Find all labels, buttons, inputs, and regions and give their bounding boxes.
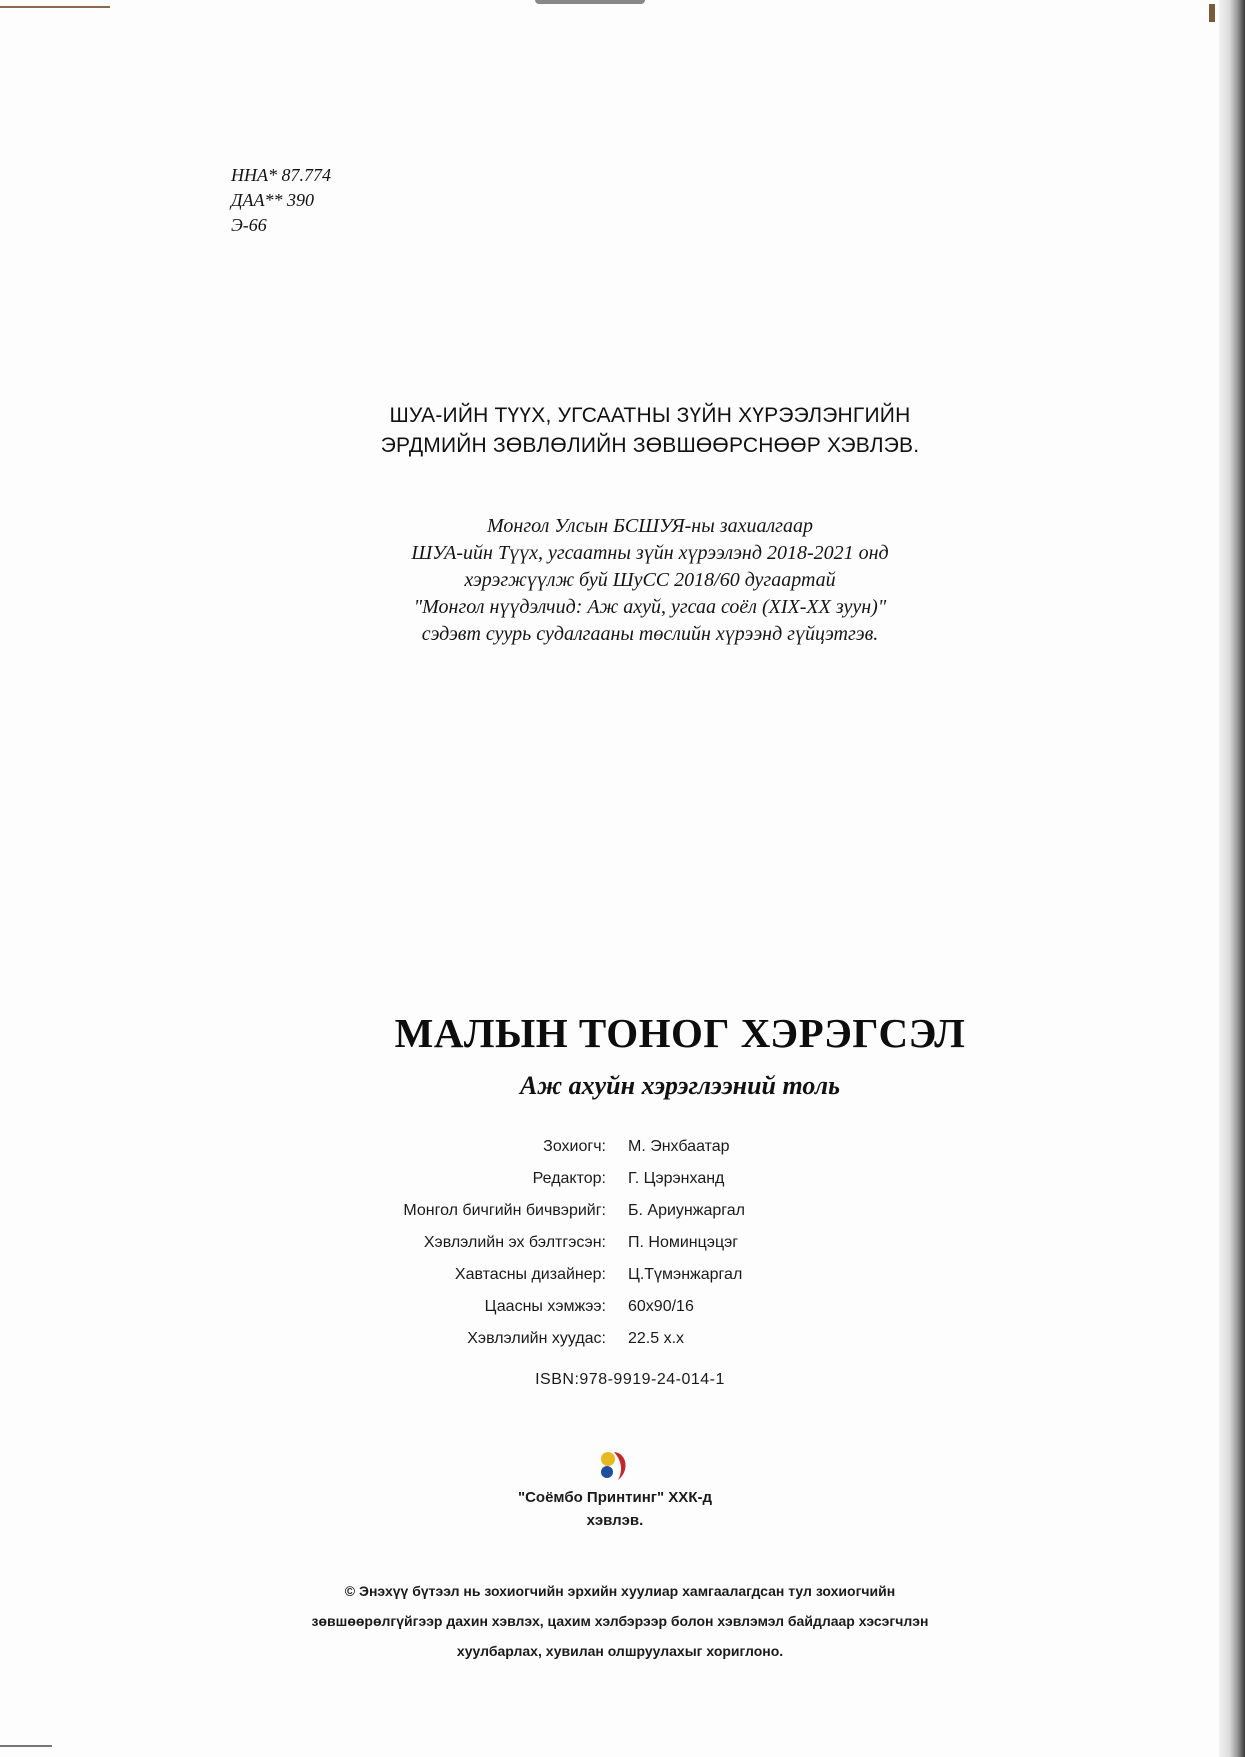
library-classification <box>231 163 331 238</box>
funding-line: ШУА-ийн Түүх, угсаатны зүйн хүрээлэнд 2018-2021 онд <box>411 542 889 564</box>
credit-label: Хавтасны дизайнер: <box>454 1266 606 1283</box>
classification-line: Э-66 <box>231 215 267 235</box>
credits-list <box>330 1131 930 1355</box>
credit-label: Цаасны хэмжээ: <box>484 1298 606 1315</box>
credit-value: 60x90/16 <box>628 1298 694 1315</box>
credit-value: Г. Цэрэнханд <box>628 1170 725 1187</box>
copyright-line: зөвшөөрөлгүйгээр дахин хэвлэх, цахим хэлбэрээр болон хэвлэмэл байдлаар хэсэгчлэн <box>311 1613 929 1629</box>
credit-label: Редактор: <box>532 1170 606 1187</box>
isbn-number: ISBN:978-9919-24-014-1 <box>535 1371 725 1388</box>
credit-row <box>330 1227 930 1259</box>
printer-imprint <box>400 1486 830 1532</box>
credit-value: 22.5 х.х <box>628 1330 685 1347</box>
credit-row <box>330 1195 930 1227</box>
page-binding-edge <box>1219 0 1245 1757</box>
scan-artifact-tick <box>1209 4 1215 22</box>
book-subtitle: Аж ахуйн хэрэглээний толь <box>520 1071 840 1100</box>
approval-statement <box>250 401 1050 461</box>
book-title: МАЛЫН ТОНОГ ХЭРЭГСЭЛ <box>394 1010 966 1056</box>
credit-value: П. Номинцэцэг <box>628 1234 739 1251</box>
scan-artifact-line-bottom <box>0 1745 52 1747</box>
scan-artifact-smudge <box>535 0 645 4</box>
funding-line: Монгол Улсын БСШУЯ-ны захиалгаар <box>487 515 813 537</box>
printer-line: хэвлэв. <box>586 1512 644 1529</box>
credit-row <box>330 1323 930 1355</box>
credit-label: Зохиогч: <box>543 1138 606 1155</box>
credit-value: М. Энхбаатар <box>628 1138 730 1155</box>
credit-label: Хэвлэлийн хуудас: <box>467 1330 606 1347</box>
credit-row <box>330 1259 930 1291</box>
funding-line: хэрэгжүүлж буй ШуСС 2018/60 дугаартай <box>464 569 836 591</box>
funding-statement <box>300 513 1000 648</box>
credit-label: Хэвлэлийн эх бэлтгэсэн: <box>423 1234 606 1251</box>
credit-label: Монгол бичгийн бичвэрийг: <box>403 1202 606 1219</box>
funding-line: сэдэвт суурь судалгааны төслийн хүрээнд гүйцэтгэв. <box>421 623 879 645</box>
classification-line: ННА* 87.774 <box>231 165 331 185</box>
printer-line: "Соёмбо Принтинг" ХХК-д <box>517 1489 712 1506</box>
copyright-line: хуулбарлах, хувилан олшруулахыг хориглоно. <box>456 1643 784 1659</box>
copyright-notice <box>250 1576 990 1666</box>
credit-row <box>330 1291 930 1323</box>
credit-row <box>330 1163 930 1195</box>
credit-row <box>330 1131 930 1163</box>
approval-line: ШУА-ИЙН ТҮҮХ, УГСААТНЫ ЗҮЙН ХҮРЭЭЛЭНГИЙН <box>389 404 911 427</box>
copyright-line: © Энэхүү бүтээл нь зохиогчийн эрхийн хуулиар хамгаалагдсан тул зохиогчийн <box>344 1583 896 1599</box>
approval-line: ЭРДМИЙН ЗӨВЛӨЛИЙН ЗӨВШӨӨРСНӨӨР ХЭВЛЭВ. <box>380 434 920 457</box>
scan-artifact-line <box>0 6 110 8</box>
credit-value: Ц.Түмэнжаргал <box>628 1266 743 1283</box>
credit-value: Б. Ариунжаргал <box>628 1202 745 1219</box>
classification-line: ДАА** 390 <box>231 190 314 210</box>
printer-logo-icon <box>597 1449 631 1483</box>
funding-line: "Монгол нүүдэлчид: Аж ахуй, угсаа соёл (XIX-XX зуун)" <box>413 596 887 618</box>
